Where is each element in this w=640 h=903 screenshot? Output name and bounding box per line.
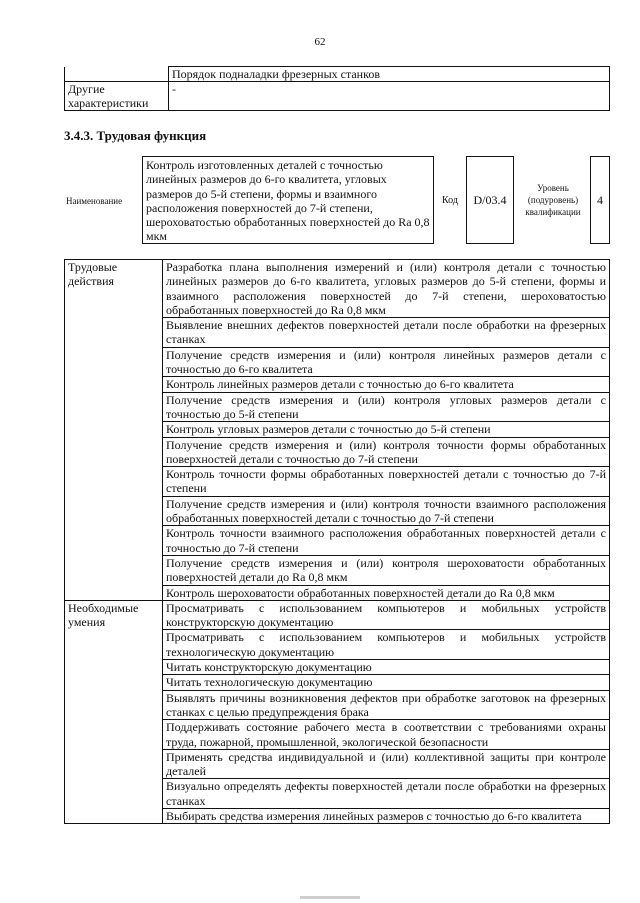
scan-artifact [300, 896, 360, 899]
function-name-box: Контроль изготовленных деталей с точностью линейных размеров до 6-го квалитета, угловых размеров до 5-й степени, формы и взаимного расположения поверхностей до 7-й степени, шероховатостью обработанных поверхностей до Ra 0,8 мкм [142, 156, 434, 244]
function-code-box: D/03.4 [466, 156, 514, 244]
labor-actions-item: Контроль точности взаимного расположения обработанных поверхностей детали с точностью до 7-й степени [163, 526, 610, 556]
skills-item: Читать технологическую документацию [163, 675, 610, 690]
labor-actions-label: Трудовые действия [65, 260, 163, 601]
row-text: Порядок подналадки фрезерных станков [169, 67, 610, 82]
skills-item: Читать конструкторскую документацию [163, 660, 610, 675]
labor-actions-item: Контроль угловых размеров детали с точностью до 5-й степени [163, 422, 610, 437]
skills-item: Просматривать с использованием компьютеров и мобильных устройств технологическую документацию [163, 630, 610, 660]
section-title: 3.4.3. Трудовая функция [64, 128, 207, 143]
table-row [65, 260, 610, 318]
level-value-box: 4 [590, 156, 610, 244]
labor-actions-item: Контроль линейных размеров детали с точностью до 6-го квалитета [163, 377, 610, 392]
code-label: Код [442, 195, 458, 206]
labor-actions-item: Выявление внешних дефектов поверхностей детали после обработки на фрезерных станках [163, 318, 610, 348]
labor-actions-item: Получение средств измерения и (или) контроля линейных размеров детали с точностью до 6-го квалитета [163, 347, 610, 377]
table-row [65, 82, 610, 111]
previous-function-table [64, 66, 610, 111]
row-text: - [169, 82, 610, 111]
skills-item: Поддерживать состояние рабочего места в соответствии с требованиями охраны труда, пожарной, промышленной, экологической безопасности [163, 720, 610, 750]
row-label [65, 67, 169, 82]
labor-actions-item: Получение средств измерения и (или) контроля угловых размеров детали с точностью до 5-й степени [163, 392, 610, 422]
labor-actions-item: Контроль точности формы обработанных поверхностей детали с точностью до 7-й степени [163, 467, 610, 497]
labor-actions-item: Разработка плана выполнения измерений и (или) контроля детали с точностью линейных размеров до 6-го квалитета, угловых размеров до 5-й степени, формы и взаимного расположения поверхностей до 7-й степени, шероховатостью обработанных поверхностей до Ra 0,8 мкм [163, 260, 610, 318]
row-label: Другие характеристики [65, 82, 169, 111]
labor-function-table [64, 259, 610, 824]
labor-actions-item: Получение средств измерения и (или) контроля точности формы обработанных поверхностей детали с точностью до 7-й степени [163, 437, 610, 467]
skills-item: Выявлять причины возникновения дефектов при обработке заготовок на фрезерных станках с целью предупреждения брака [163, 690, 610, 720]
skills-item: Выбирать средства измерения линейных размеров с точностью до 6-го квалитета [163, 808, 610, 823]
labor-actions-item: Контроль шероховатости обработанных поверхностей детали до Ra 0,8 мкм [163, 585, 610, 600]
skills-label: Необходимые умения [65, 600, 163, 823]
labor-actions-item: Получение средств измерения и (или) контроля шероховатости обработанных поверхностей детали до Ra 0,8 мкм [163, 555, 610, 585]
skills-item: Просматривать с использованием компьютеров и мобильных устройств конструкторскую документацию [163, 600, 610, 630]
skills-item: Визуально определять дефекты поверхностей детали после обработки на фрезерных станках [163, 779, 610, 809]
table-row [65, 67, 610, 82]
skills-item: Применять средства индивидуальной и (или) коллективной защиты при контроле деталей [163, 749, 610, 779]
labor-actions-item: Получение средств измерения и (или) контроля точности взаимного расположения обработанных поверхностей детали с точностью до 7-й степени [163, 496, 610, 526]
name-label: Наименование [66, 196, 123, 206]
table-row [65, 600, 610, 630]
level-label: Уровень (подуровень) квалификации [525, 183, 581, 217]
page-number: 62 [314, 36, 326, 48]
